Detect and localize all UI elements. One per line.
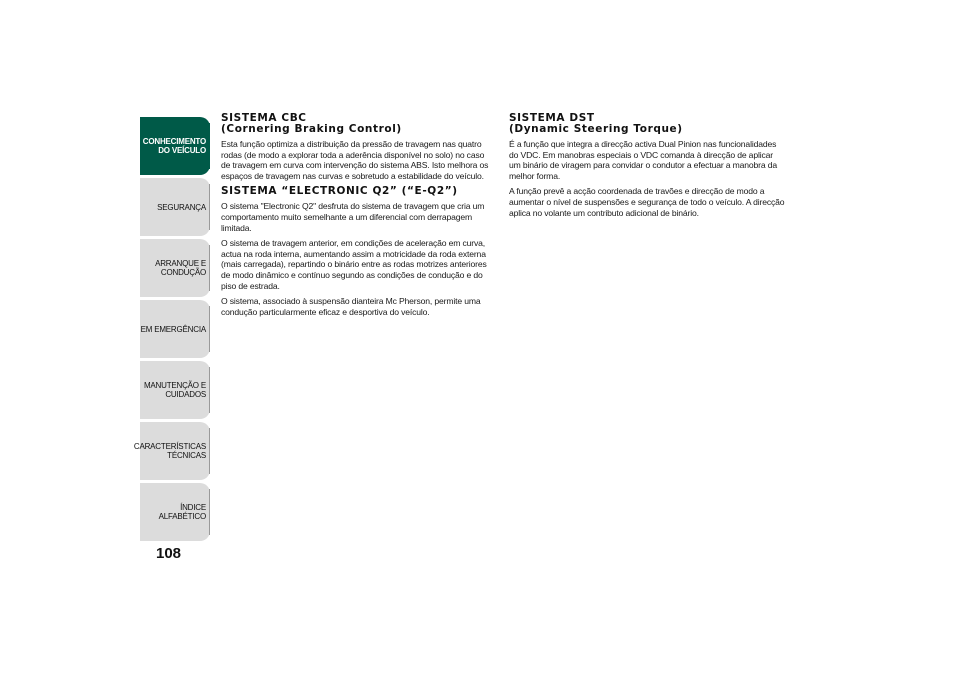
tab-conhecimento-do-veiculo[interactable]: CONHECIMENTO DO VEÍCULO <box>140 117 210 175</box>
cbc-subtitle: (Cornering Braking Control) <box>221 123 402 135</box>
section-cbc <box>221 113 491 181</box>
right-column <box>509 113 785 223</box>
section-dst <box>509 113 785 218</box>
eq2-paragraph-1: O sistema "Electronic Q2" desfruta do sistema de travagem que cria um comportamento muito semelhante a um diferencial com derrapagem limitada. <box>221 201 485 233</box>
cbc-title: SISTEMA CBC <box>221 112 307 124</box>
tab-caracteristicas-tecnicas[interactable]: CARACTERÍSTICAS TÉCNICAS <box>140 422 210 480</box>
dst-heading <box>509 113 785 135</box>
chapter-sidebar <box>133 117 210 544</box>
tab-seguranca[interactable]: SEGURANÇA <box>140 178 210 236</box>
cbc-paragraph-1: Esta função optimiza a distribuição da pressão de travagem nas quatro rodas (de modo a explorar toda a aderência disponível no solo) no caso de travagem em curva com intervenção do sistema ABS. Isto melhora os espaços de travagem nas curvas e sobretudo a estabilidade do veículo. <box>221 139 489 181</box>
dst-title: SISTEMA DST <box>509 112 595 124</box>
tab-arranque-e-conducao[interactable]: ARRANQUE E CONDUÇÃO <box>140 239 210 297</box>
tab-manutencao-e-cuidados[interactable]: MANUTENÇÃO E CUIDADOS <box>140 361 210 419</box>
dst-paragraph-1: É a função que integra a direcção activa Dual Pinion nas funcionalidades do VDC. Em manobras especiais o VDC comanda à direcção de aplicar um binário de viragem para convidar o condutor a efectuar a manobra da melhor forma. <box>509 139 778 181</box>
eq2-heading: SISTEMA “ELECTRONIC Q2” (“E-Q2”) <box>221 185 458 198</box>
dst-subtitle: (Dynamic Steering Torque) <box>509 123 683 135</box>
tab-indice-alfabetico[interactable]: ÍNDICE ALFABÉTICO <box>140 483 210 541</box>
section-eq2 <box>221 186 491 317</box>
left-column <box>221 113 491 322</box>
tab-em-emergencia[interactable]: EM EMERGÊNCIA <box>140 300 210 358</box>
eq2-paragraph-3: O sistema, associado à suspensão dianteira Mc Pherson, permite uma condução particularmente eficaz e desportiva do veículo. <box>221 296 481 317</box>
eq2-paragraph-2: O sistema de travagem anterior, em condições de aceleração em curva, actua na roda interna, aumentando assim a motricidade da roda externa (mais carregada), repartindo o binário entre as rodas motrizes anteriores de modo dinâmico e contínuo segundo as condições de condução e do piso de estrada. <box>221 238 487 291</box>
page-number: 108 <box>156 545 182 562</box>
dst-paragraph-2: A função prevê a acção coordenada de travões e direcção de modo a aumentar o nível de suspensões e segurança de todo o veículo. A direcção aplica no volante um contributo adicional de binário. <box>509 186 785 218</box>
cbc-heading <box>221 113 491 135</box>
